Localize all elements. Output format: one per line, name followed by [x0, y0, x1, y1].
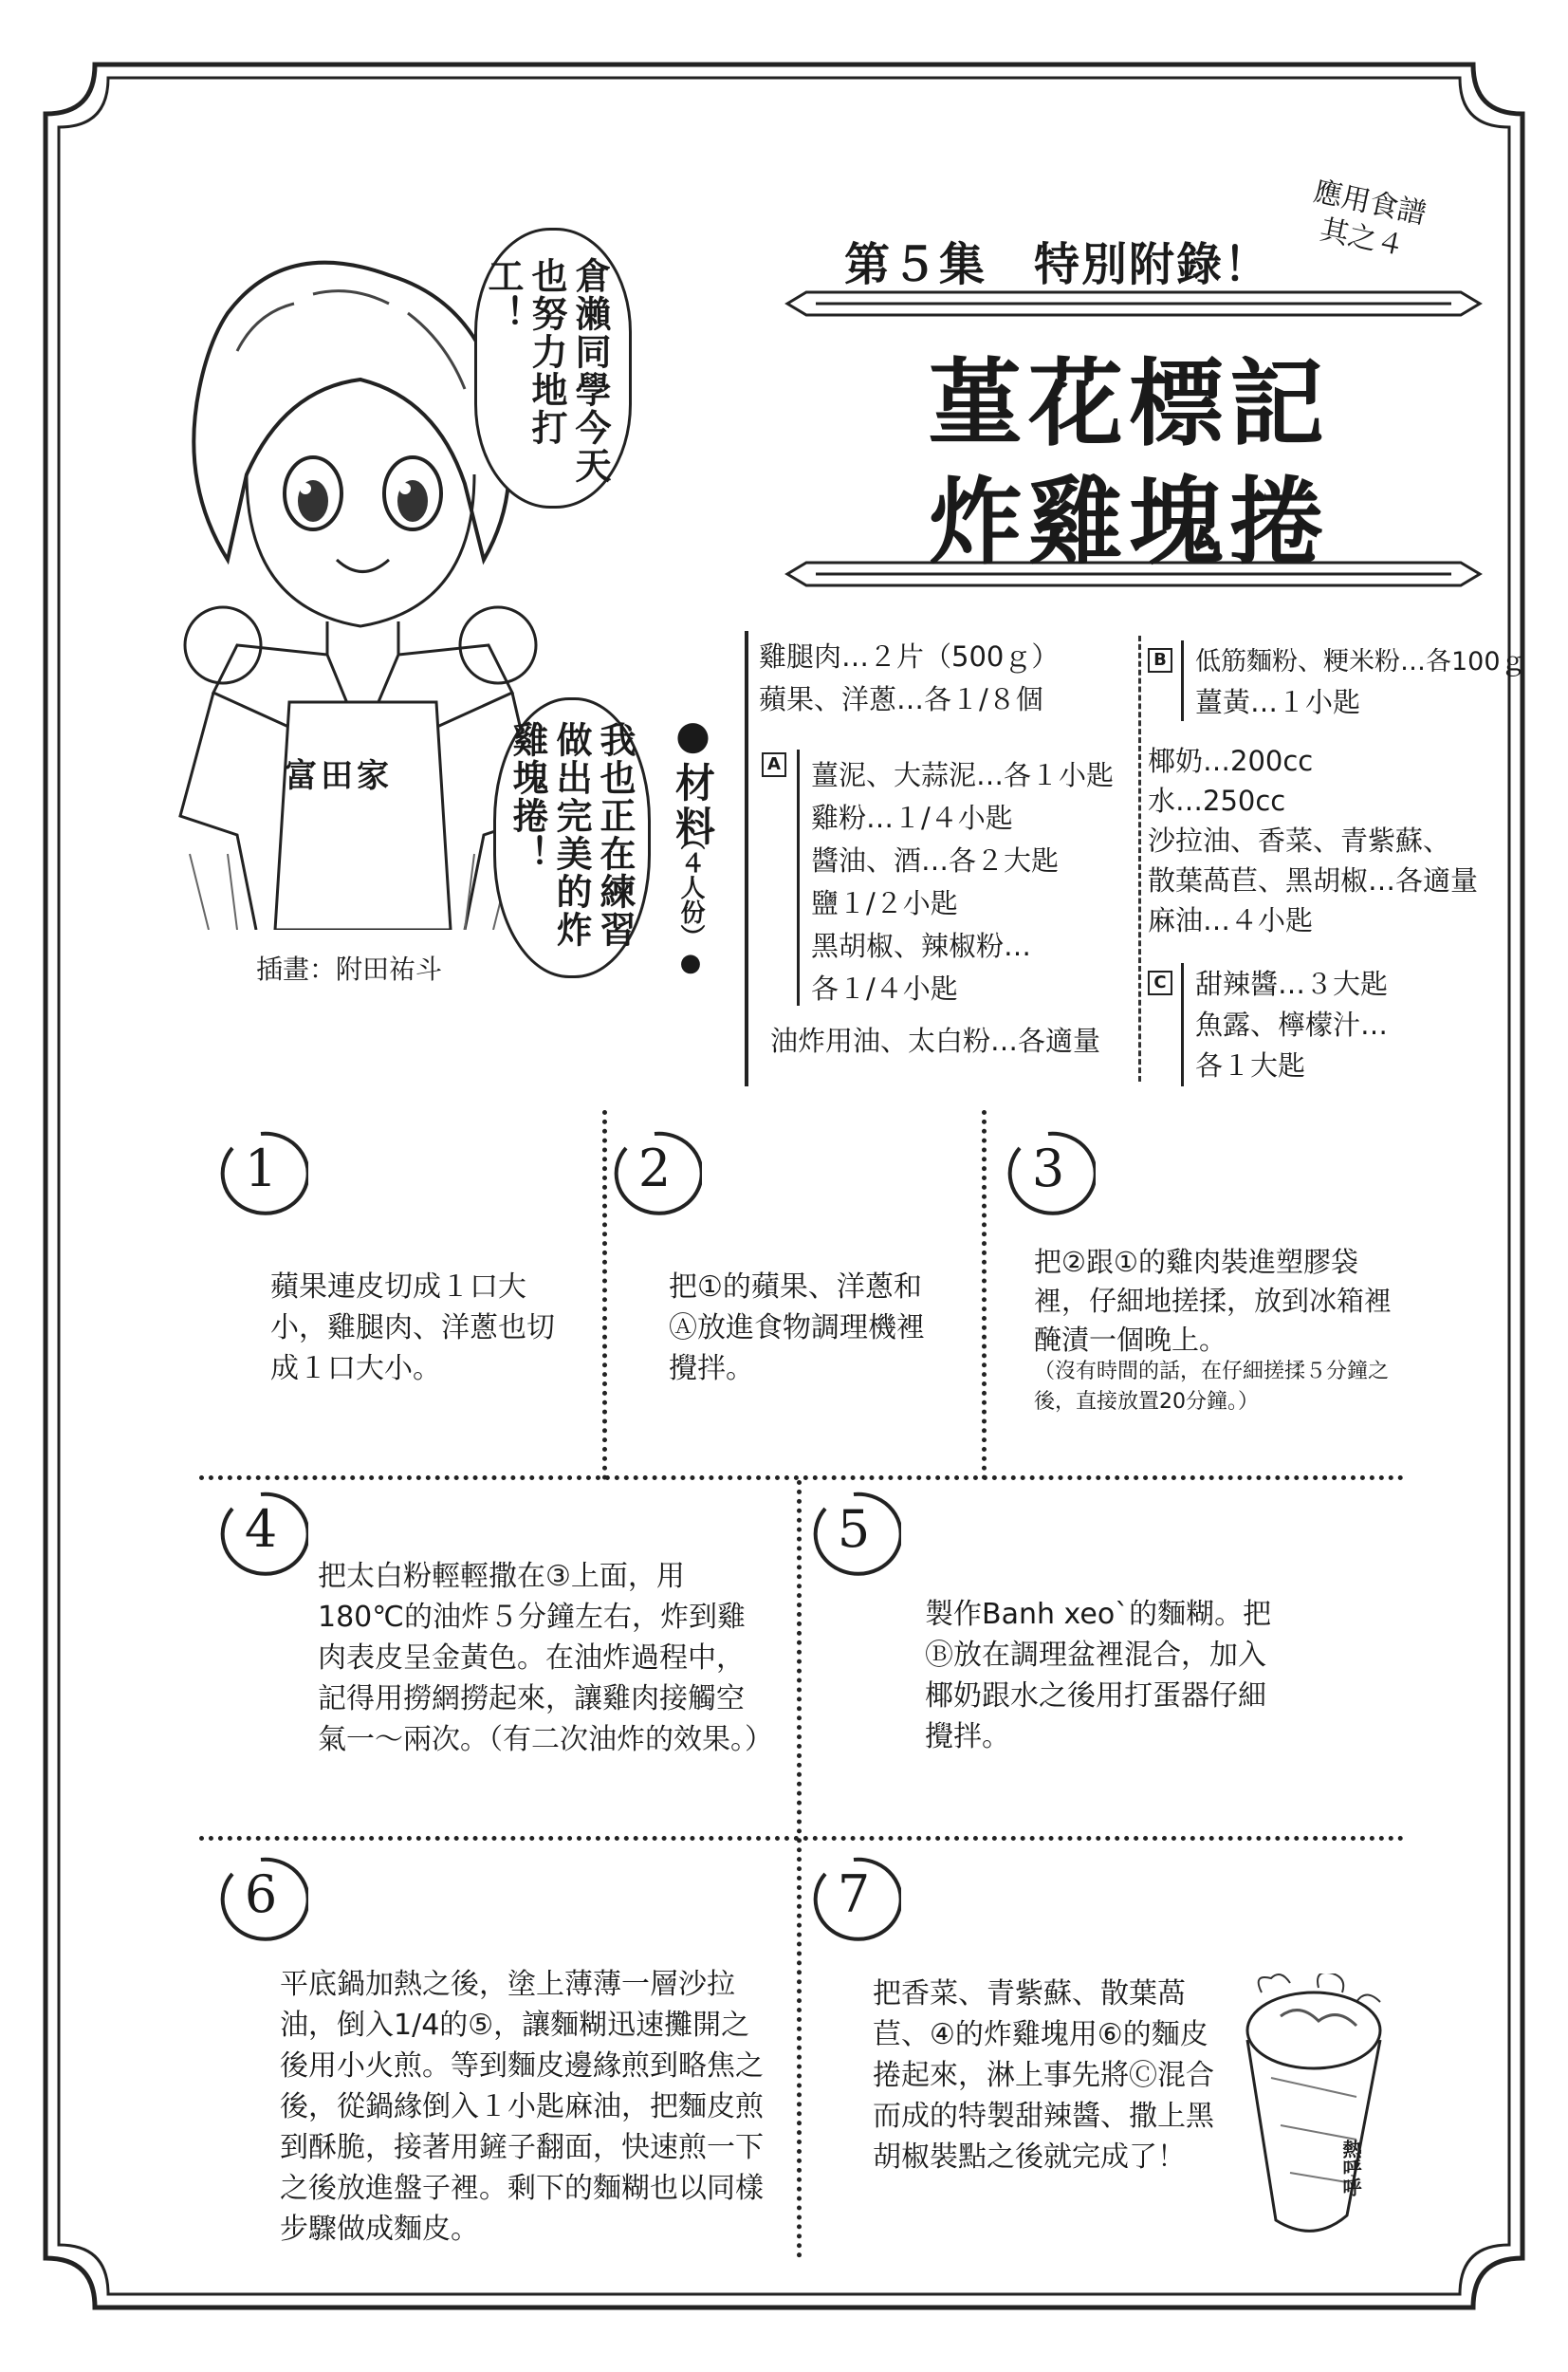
step-4-text: 把太白粉輕輕撒在③上面，用180℃的油炸５分鐘左右，炸到雞肉表皮呈金黃色。在油炸過程中，記得用撈網撈起來，讓雞肉接觸空氣一～兩次。（有二次油炸的效果。） [318, 1560, 773, 1756]
group-a-bracket [797, 750, 800, 1006]
group-b-label: B [1148, 648, 1172, 673]
group-a-item: 鹽１/２小匙 [811, 887, 958, 919]
speech-bubble-top-text: 倉瀨同學今天也努力地打工！ [482, 257, 611, 485]
food-label: 熱呼呼 [1339, 2140, 1362, 2196]
corner-note: 應用食譜 其之４ [1310, 175, 1430, 264]
group-c-item: 甜辣醬…３大匙 [1195, 968, 1389, 1000]
group-b-bracket [1181, 640, 1184, 721]
grid-divider [199, 1836, 1404, 1841]
speech-bubble-top [474, 228, 632, 509]
col2-line: 散葉萵苣、黑胡椒…各適量 [1148, 864, 1479, 897]
step-3-number [1001, 1129, 1096, 1219]
step-3-text: 把②跟①的雞肉裝進塑膠袋裡，仔細地搓揉，放到冰箱裡醃漬一個晚上。 [1034, 1246, 1393, 1356]
ingredients-divider [1138, 636, 1141, 1082]
step-2-text: 把①的蘋果、洋蔥和Ⓐ放進食物調理機裡攪拌。 [669, 1270, 925, 1385]
chicken-wrap-illustration [1224, 1974, 1404, 2249]
col2-line: 水…250cc [1148, 785, 1286, 817]
step-6-number [213, 1855, 308, 1945]
chapter-label: 第５集 特別附錄！ [844, 238, 1272, 291]
apron-label: 富田家 [285, 757, 393, 795]
group-c-label: C [1148, 971, 1172, 995]
step-4-number [213, 1490, 308, 1580]
ing-line-1: 雞腿肉…２片（500ｇ） [759, 640, 1060, 673]
step-1-text: 蘋果連皮切成１口大小，雞腿肉、洋蔥也切成１口大小。 [270, 1270, 555, 1385]
grid-divider [797, 1480, 802, 2258]
step-1-number-text: 1 [244, 1139, 278, 1198]
step-3-note: （沒有時間的話，在仔細搓揉５分鐘之後，直接放置20分鐘。） [1034, 1360, 1390, 1414]
step-1-number [213, 1129, 308, 1219]
col2-line: 沙拉油、香菜、青紫蘇、 [1148, 825, 1451, 857]
group-a-item: 薑泥、大蒜泥…各１小匙 [811, 759, 1115, 791]
speech-bubble-bottom-text: 我也正在練習做出完美的炸雞塊捲！ [507, 721, 636, 949]
step-4-number-text: 4 [244, 1499, 278, 1559]
page-subtitle: 炸雞塊捲 [928, 467, 1330, 578]
group-a-item: 黑胡椒、辣椒粉… [811, 930, 1032, 962]
ing-line-2: 蘋果、洋蔥…各１/８個 [759, 683, 1043, 715]
group-b-item: 低筋麵粉、粳米粉…各100ｇ [1195, 647, 1526, 676]
group-c-item: 魚露、檸檬汁… [1195, 1009, 1389, 1041]
step-2-number-text: 2 [637, 1139, 672, 1198]
ingredients-heading: ●材料 [670, 712, 716, 849]
ing-frying-oil: 油炸用油、太白粉…各適量 [770, 1025, 1101, 1057]
step-6-number-text: 6 [244, 1864, 278, 1924]
col2-line: 椰奶…200cc [1148, 745, 1314, 777]
group-c-bracket [1181, 963, 1184, 1086]
step-5-number-text: 5 [837, 1499, 871, 1559]
group-a-label: A [762, 752, 786, 777]
ingredients-border [745, 631, 748, 1086]
ingredients-servings: （４人份）● [676, 825, 705, 977]
grid-divider [199, 1475, 1404, 1480]
col2-line: 麻油…４小匙 [1148, 904, 1314, 936]
step-6-text: 平底鍋加熱之後，塗上薄薄一層沙拉油，倒入1/4的⑤，讓麵糊迅速攤開之後用小火煎。等到麵皮邊緣煎到略焦之後，從鍋緣倒入１小匙麻油，把麵皮煎到酥脆，接著用鏟子翻面，快速煎一下之後放進盤子裡。剩下的麵糊也以同樣步驟做成麵皮。 [280, 1968, 764, 2246]
step-5-number [806, 1490, 901, 1580]
speech-bubble-bottom [493, 697, 651, 978]
group-a-item: 醬油、酒…各２大匙 [811, 844, 1060, 877]
group-c-item: 各１大匙 [1195, 1049, 1306, 1082]
step-7-text: 把香菜、青紫蘇、散葉萵苣、④的炸雞塊用⑥的麵皮捲起來，淋上事先將Ⓒ混合而成的特製甜辣醬、撒上黑胡椒裝點之後就完成了！ [873, 1977, 1214, 2174]
group-a-item: 雞粉…１/４小匙 [811, 802, 1013, 834]
illustration-credit: 插畫：附田祐斗 [256, 954, 443, 985]
page-title: 堇花標記 [928, 348, 1330, 459]
step-2-number [607, 1129, 702, 1219]
step-5-text: 製作Banh xeo`的麵糊。把Ⓑ放在調理盆裡混合，加入椰奶跟水之後用打蛋器仔細攪拌。 [925, 1598, 1272, 1753]
group-a-item: 各１/４小匙 [811, 973, 958, 1005]
step-3-number-text: 3 [1031, 1139, 1065, 1198]
grid-divider [982, 1110, 987, 1480]
group-b-item: 薑黃…１小匙 [1195, 686, 1361, 718]
step-7-number-text: 7 [837, 1864, 871, 1924]
step-7-number [806, 1855, 901, 1945]
